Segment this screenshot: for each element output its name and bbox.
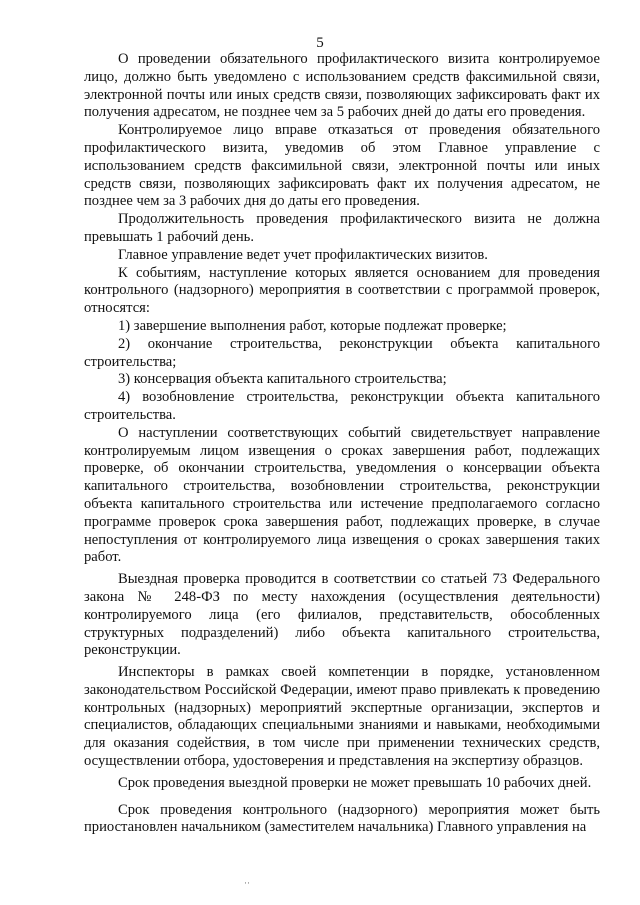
list-item-2: 2) окончание строительства, реконструкции объекта капитального строительства; bbox=[84, 335, 600, 370]
paragraph-events-intro: К событиям, наступление которых является основанием для проведения контрольного (надзорного) мероприятия в соответствии с программой проверок, относятся: bbox=[84, 264, 600, 317]
paragraph-visit-refusal: Контролируемое лицо вправе отказаться от проведения обязательного профилактического визита, уведомив об этом Главное управление с использованием средств факсимильной связи, электронной почты или иных средств связи, позволяющих зафиксировать факт их получения адресатом, не позднее чем за 3 рабочих дня до даты его проведения. bbox=[84, 122, 600, 210]
page-number: 5 bbox=[316, 35, 324, 51]
paragraph-suspension: Срок проведения контрольного (надзорного) мероприятия может быть приостановлен начальником (заместителем начальника) Главного управления на bbox=[84, 801, 600, 836]
paragraph-inspection-term: Срок проведения выездной проверки не может превышать 10 рабочих дней. bbox=[118, 774, 592, 791]
paragraph-field-inspection: Выездная проверка проводится в соответствии со статьей 73 Федерального закона № 248-ФЗ по месту нахождения (осуществления деятельности) контролируемого лица (его филиалов, представительств, обособленных структурных подразделений) либо объекта капитального строительства, реконструкции. bbox=[84, 571, 600, 659]
list-item-4: 4) возобновление строительства, реконструкции объекта капитального строительства. bbox=[84, 389, 600, 423]
paragraph-visit-notification: О проведении обязательного профилактического визита контролируемое лицо, должно быть уведомлено с использованием средств факсимильной связи, электронной почты или иных средств связи, позволяющих зафиксировать факт их получения адресатом, не позднее чем за 5 рабочих дней до даты его проведения. bbox=[84, 51, 600, 121]
paragraph-event-evidence: О наступлении соответствующих событий свидетельствует направление контролируемым лицом извещения о сроках завершения работ, подлежащих проверке, об окончании строительства, уведомления о консервации объекта капитального строительства, возобновлении строительства, реконструкции объекта капитального строительства или истечение предполагаемого согласно программе проверок срока завершения работ, подлежащих проверке, в случае непоступления от контролируемого лица извещения о сроках завершения таких работ. bbox=[84, 424, 600, 566]
list-item-1: 1) завершение выполнения работ, которые подлежат проверке; bbox=[118, 317, 507, 334]
paragraph-inspectors-rights: Инспекторы в рамках своей компетенции в порядке, установленном законодательством Российской Федерации, имеют право привлекать к проведению контрольных (надзорных) мероприятий экспертные организации, экспертов и специалистов, обладающих специальными знаниями и навыками, необходимыми для оказания содействия, в том числе при применении технических средств, осуществлении отбора, удостоверения и представления на экспертизу образцов. bbox=[84, 664, 600, 770]
paragraph-visit-records: Главное управление ведет учет профилактических визитов. bbox=[118, 246, 488, 263]
list-item-3: 3) консервация объекта капитального строительства; bbox=[118, 371, 447, 388]
document-body bbox=[84, 51, 600, 837]
paragraph-visit-duration: Продолжительность проведения профилактического визита не должна превышать 1 рабочий день. bbox=[84, 211, 600, 245]
scan-mark: ·· bbox=[244, 878, 250, 888]
